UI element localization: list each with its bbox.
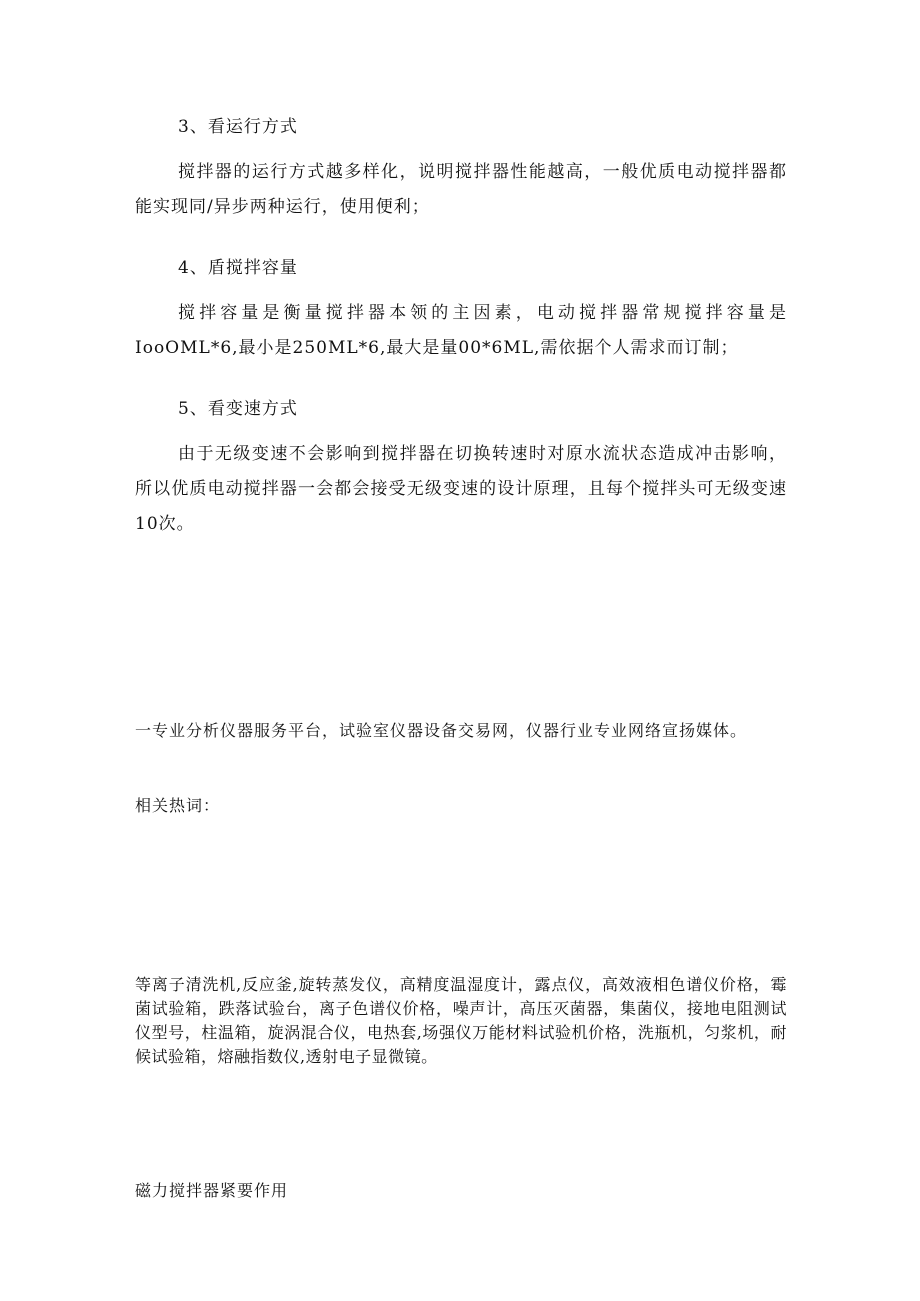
section-heading-4: 4、盾搅拌容量 [178, 258, 298, 278]
related-label: 相关热词： [135, 796, 221, 815]
platform-line: 一专业分析仪器服务平台，试验室仪器设备交易网，仪器行业专业网络宣扬媒体。 [135, 721, 748, 740]
related-terms: 等离子清洗机,反应釜,旋转蒸发仪，高精度温湿度计，露点仪，高效液相色谱仪价格，霉菌试验箱，跌落试验台，离子色谱仪价格，噪声计，高压灭菌器，集菌仪，接地电阻测试仪型号，柱温箱，旋涡混合仪，电热套,场强仪万能材料试验机价格，洗瓶机，匀浆机，耐候试验箱，熔融指数仪,透射电子显微镜。 [135, 975, 787, 1066]
section-body-4: 搅拌容量是衡量搅拌器本领的主因素，电动搅拌器常规搅拌容量是IooOML*6,最小是250ML*6,最大是量00*6ML,需依据个人需求而订制； [135, 303, 787, 358]
section-body-3: 搅拌器的运行方式越多样化，说明搅拌器性能越高，一般优质电动搅拌器都能实现同/异步两种运行，使用便利； [135, 162, 787, 217]
section-heading-3: 3、看运行方式 [178, 117, 298, 137]
section-body-5: 由于无级变速不会影响到搅拌器在切换转速时对原水流状态造成冲击影响，所以优质电动搅拌器一会都会接受无级变速的设计原理，且每个搅拌头可无级变速10次。 [135, 444, 787, 534]
section-heading-5: 5、看变速方式 [178, 399, 298, 419]
next-title: 磁力搅拌器紧要作用 [135, 1181, 289, 1200]
